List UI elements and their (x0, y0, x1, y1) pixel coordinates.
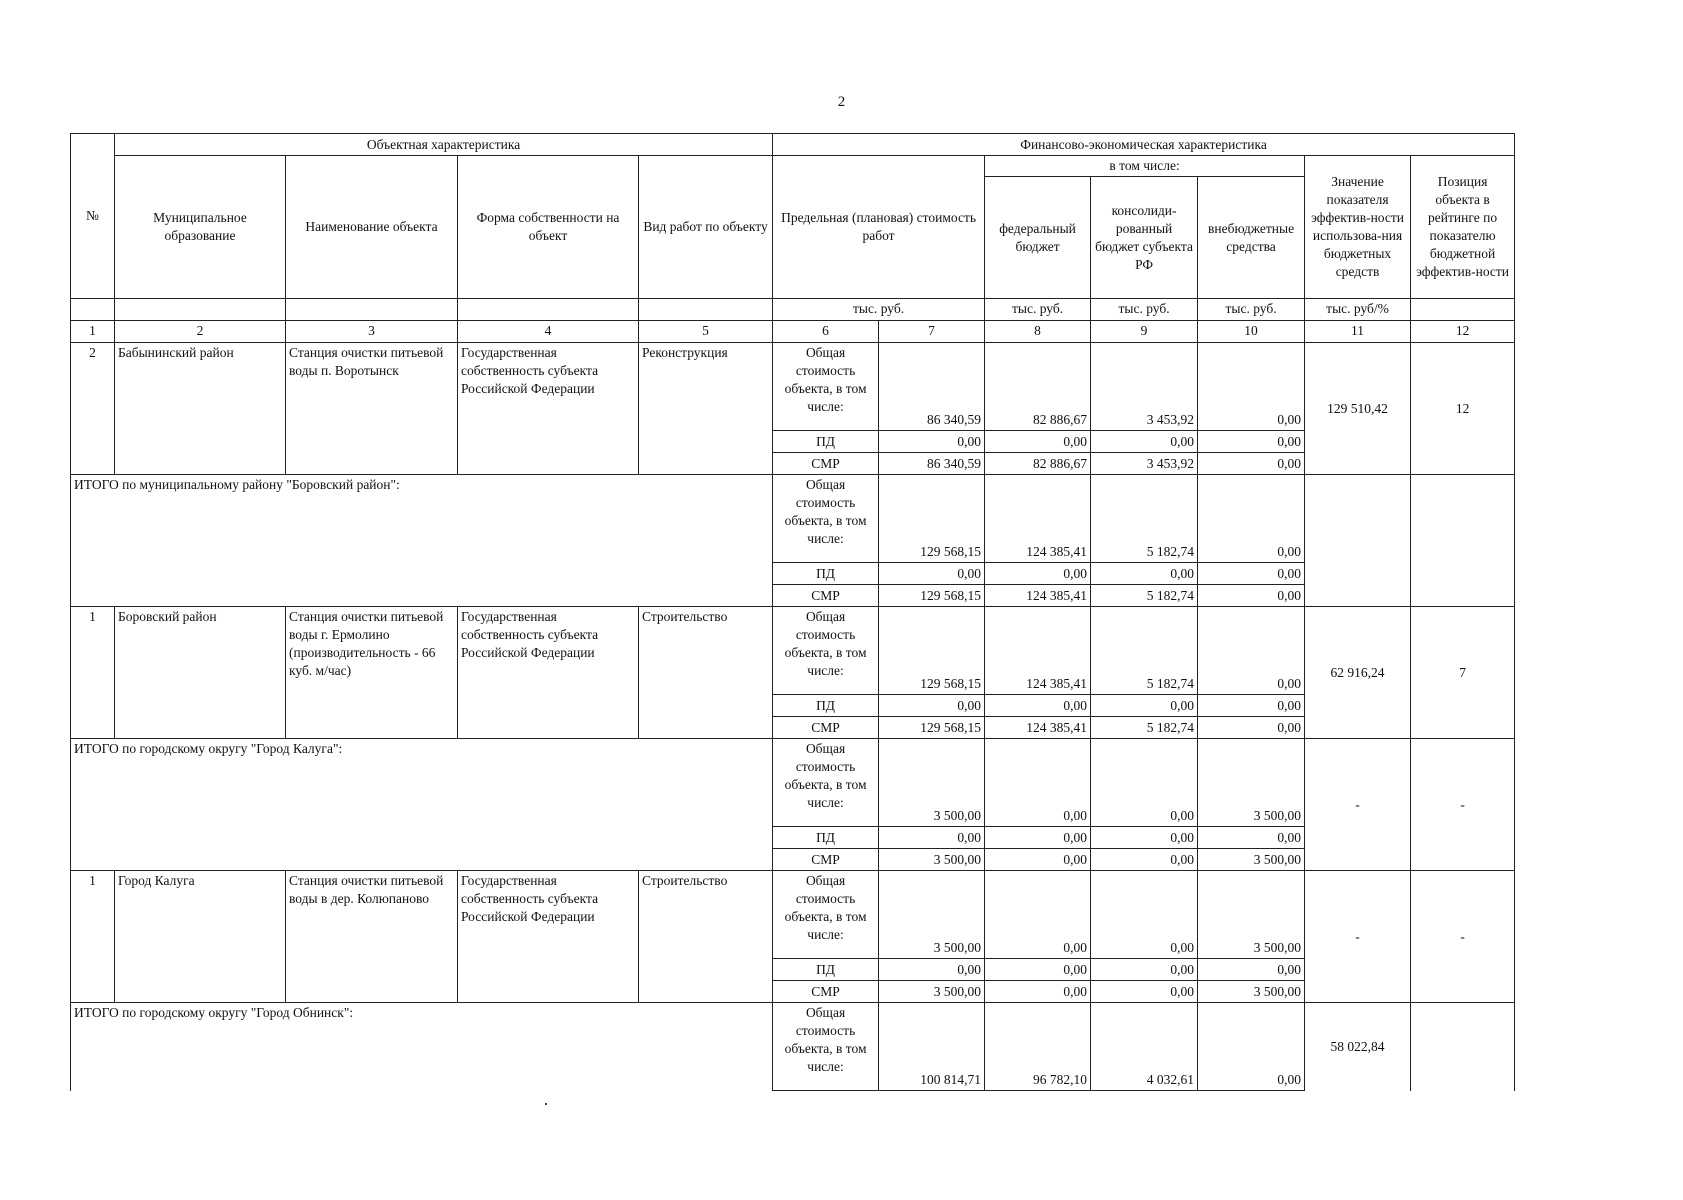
municipality-cell: Бабынинский район (115, 343, 286, 475)
indicator-cell (1305, 475, 1411, 607)
amount-cell: 3 500,00 (1198, 981, 1305, 1003)
rating-cell (1411, 1003, 1515, 1091)
amount-cell: 0,00 (1198, 1003, 1305, 1091)
finance-table (70, 133, 1515, 1091)
cost-type-label: СМР (773, 585, 879, 607)
column-number: 6 (773, 321, 879, 343)
header-object-group: Объектная характеристика (115, 134, 773, 156)
ownership-cell: Государственная собственность субъекта Российской Федерации (458, 607, 639, 739)
work-type-cell: Строительство (639, 871, 773, 1003)
amount-cell: 0,00 (1198, 585, 1305, 607)
amount-cell: 0,00 (879, 959, 985, 981)
amount-cell: 0,00 (985, 849, 1091, 871)
unit-federal: тыс. руб. (985, 299, 1091, 321)
total-label: ИТОГО по городскому округу "Город Калуга": (71, 739, 773, 871)
column-number: 8 (985, 321, 1091, 343)
cost-type-label: Общая стоимость объекта, в том числе: (773, 1003, 879, 1091)
total-label: ИТОГО по городскому округу "Город Обнинск": (71, 1003, 773, 1091)
amount-cell: 5 182,74 (1091, 607, 1198, 695)
amount-cell: 0,00 (1198, 453, 1305, 475)
amount-cell: 0,00 (1198, 607, 1305, 695)
amount-cell: 5 182,74 (1091, 475, 1198, 563)
cost-type-label: ПД (773, 959, 879, 981)
amount-cell: 0,00 (985, 563, 1091, 585)
header-including: в том числе: (985, 156, 1305, 177)
cost-type-label: СМР (773, 981, 879, 1003)
table-row (71, 1003, 1515, 1091)
cost-type-label: Общая стоимость объекта, в том числе: (773, 475, 879, 563)
row-number: 2 (71, 343, 115, 475)
amount-cell: 0,00 (1198, 959, 1305, 981)
column-number: 3 (286, 321, 458, 343)
amount-cell: 0,00 (1091, 959, 1198, 981)
amount-cell: 82 886,67 (985, 453, 1091, 475)
table-row (71, 607, 1515, 695)
cost-type-label: ПД (773, 431, 879, 453)
amount-cell: 0,00 (1091, 563, 1198, 585)
indicator-cell: 58 022,84 (1305, 1003, 1411, 1091)
municipality-cell: Город Калуга (115, 871, 286, 1003)
amount-cell: 3 453,92 (1091, 453, 1198, 475)
amount-cell: 129 568,15 (879, 475, 985, 563)
amount-cell: 86 340,59 (879, 453, 985, 475)
amount-cell: 0,00 (985, 431, 1091, 453)
indicator-cell: 62 916,24 (1305, 607, 1411, 739)
amount-cell: 4 032,61 (1091, 1003, 1198, 1091)
page-number: 2 (837, 94, 846, 110)
amount-cell: 0,00 (879, 563, 985, 585)
cost-type-label: Общая стоимость объекта, в том числе: (773, 739, 879, 827)
cost-type-label: ПД (773, 563, 879, 585)
amount-cell: 0,00 (985, 695, 1091, 717)
amount-cell: 82 886,67 (985, 343, 1091, 431)
total-label: ИТОГО по муниципальному району "Боровский район": (71, 475, 773, 607)
header-federal: федеральный бюджет (985, 177, 1091, 299)
cost-type-label: СМР (773, 849, 879, 871)
amount-cell: 0,00 (1091, 849, 1198, 871)
amount-cell: 0,00 (1091, 431, 1198, 453)
amount-cell: 5 182,74 (1091, 585, 1198, 607)
work-type-cell: Реконструкция (639, 343, 773, 475)
header-no: № (71, 134, 115, 299)
amount-cell: 129 568,15 (879, 607, 985, 695)
amount-cell: 0,00 (985, 739, 1091, 827)
amount-cell: 0,00 (1198, 343, 1305, 431)
amount-cell: 124 385,41 (985, 585, 1091, 607)
cost-type-label: Общая стоимость объекта, в том числе: (773, 871, 879, 959)
header-rating: Позиция объекта в рейтинге по показателю бюджетной эффектив-ности (1411, 156, 1515, 299)
amount-cell: 100 814,71 (879, 1003, 985, 1091)
amount-cell: 0,00 (879, 695, 985, 717)
amount-cell: 0,00 (1091, 827, 1198, 849)
rating-cell: - (1411, 739, 1515, 871)
scan-speck (545, 1103, 547, 1105)
table-row (71, 739, 1515, 827)
column-number: 11 (1305, 321, 1411, 343)
table-row (71, 343, 1515, 431)
amount-cell: 3 500,00 (1198, 849, 1305, 871)
amount-cell: 0,00 (1091, 695, 1198, 717)
header-max-cost: Предельная (плановая) стоимость работ (773, 156, 985, 299)
cost-type-label: СМР (773, 453, 879, 475)
amount-cell: 0,00 (985, 981, 1091, 1003)
amount-cell: 3 500,00 (879, 849, 985, 871)
amount-cell: 0,00 (1091, 981, 1198, 1003)
amount-cell: 96 782,10 (985, 1003, 1091, 1091)
header-consolidated: консолиди-рованный бюджет субъекта РФ (1091, 177, 1198, 299)
amount-cell: 86 340,59 (879, 343, 985, 431)
amount-cell: 3 500,00 (879, 739, 985, 827)
amount-cell: 3 500,00 (879, 981, 985, 1003)
column-number: 7 (879, 321, 985, 343)
header-municipality: Муниципальное образование (115, 156, 286, 299)
amount-cell: 0,00 (879, 827, 985, 849)
amount-cell: 129 568,15 (879, 717, 985, 739)
municipality-cell: Боровский район (115, 607, 286, 739)
unit-consolidated: тыс. руб. (1091, 299, 1198, 321)
indicator-cell: - (1305, 871, 1411, 1003)
amount-cell: 0,00 (1091, 871, 1198, 959)
column-number: 1 (71, 321, 115, 343)
amount-cell: 124 385,41 (985, 607, 1091, 695)
cost-type-label: Общая стоимость объекта, в том числе: (773, 343, 879, 431)
amount-cell: 0,00 (985, 871, 1091, 959)
amount-cell: 0,00 (1198, 431, 1305, 453)
header-ownership: Форма собственности на объект (458, 156, 639, 299)
header-finance-group: Финансово-экономическая характеристика (773, 134, 1515, 156)
column-number: 12 (1411, 321, 1515, 343)
rating-cell: 12 (1411, 343, 1515, 475)
indicator-cell: - (1305, 739, 1411, 871)
unit-extrabudget: тыс. руб. (1198, 299, 1305, 321)
row-number: 1 (71, 871, 115, 1003)
header-work-type: Вид работ по объекту (639, 156, 773, 299)
amount-cell: 124 385,41 (985, 475, 1091, 563)
column-number: 2 (115, 321, 286, 343)
table-row (71, 871, 1515, 959)
table-row (71, 475, 1515, 563)
amount-cell: 3 500,00 (1198, 739, 1305, 827)
amount-cell: 3 500,00 (879, 871, 985, 959)
column-number: 10 (1198, 321, 1305, 343)
cost-type-label: Общая стоимость объекта, в том числе: (773, 607, 879, 695)
amount-cell: 0,00 (879, 431, 985, 453)
amount-cell: 0,00 (1091, 739, 1198, 827)
cost-type-label: ПД (773, 827, 879, 849)
column-number: 5 (639, 321, 773, 343)
object-name-cell: Станция очистки питьевой воды п. Воротынск (286, 343, 458, 475)
row-number: 1 (71, 607, 115, 739)
amount-cell: 0,00 (1198, 695, 1305, 717)
object-name-cell: Станция очистки питьевой воды г. Ермолино (производительность - 66 куб. м/час) (286, 607, 458, 739)
amount-cell: 0,00 (1198, 717, 1305, 739)
amount-cell: 0,00 (985, 959, 1091, 981)
amount-cell: 0,00 (1198, 563, 1305, 585)
indicator-cell: 129 510,42 (1305, 343, 1411, 475)
amount-cell: 124 385,41 (985, 717, 1091, 739)
cost-type-label: ПД (773, 695, 879, 717)
amount-cell: 0,00 (1198, 475, 1305, 563)
column-number: 4 (458, 321, 639, 343)
rating-cell: 7 (1411, 607, 1515, 739)
unit-max-cost: тыс. руб. (773, 299, 985, 321)
amount-cell: 3 453,92 (1091, 343, 1198, 431)
amount-cell: 5 182,74 (1091, 717, 1198, 739)
object-name-cell: Станция очистки питьевой воды в дер. Колюпаново (286, 871, 458, 1003)
unit-indicator: тыс. руб/% (1305, 299, 1411, 321)
ownership-cell: Государственная собственность субъекта Российской Федерации (458, 343, 639, 475)
rating-cell (1411, 475, 1515, 607)
column-number: 9 (1091, 321, 1198, 343)
header-extrabudget: внебюджетные средства (1198, 177, 1305, 299)
header-object-name: Наименование объекта (286, 156, 458, 299)
amount-cell: 129 568,15 (879, 585, 985, 607)
amount-cell: 0,00 (985, 827, 1091, 849)
header-indicator: Значение показателя эффектив-ности использова-ния бюджетных средств (1305, 156, 1411, 299)
amount-cell: 3 500,00 (1198, 871, 1305, 959)
work-type-cell: Строительство (639, 607, 773, 739)
amount-cell: 0,00 (1198, 827, 1305, 849)
rating-cell: - (1411, 871, 1515, 1003)
ownership-cell: Государственная собственность субъекта Российской Федерации (458, 871, 639, 1003)
cost-type-label: СМР (773, 717, 879, 739)
